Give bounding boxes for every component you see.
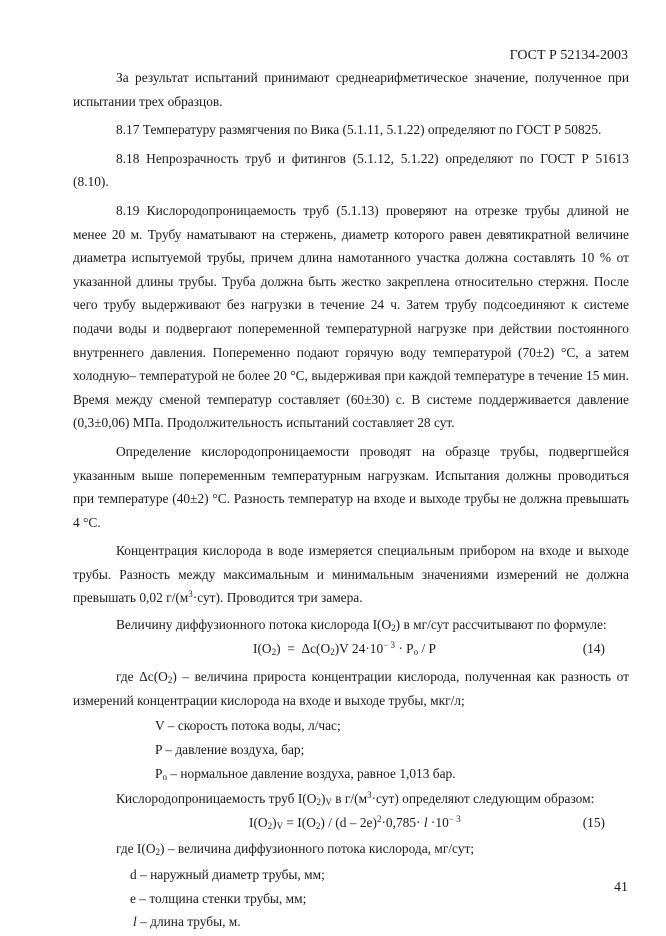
where-clause-2: где $I(O_2)$ – величина диффузионного потока кислорода, мг/сут; [116, 841, 475, 858]
paragraph-determination: Определение кислородопроницаемости проводят на образце трубы, подвергшейся указанным выше попеременным температурным нагрузкам. Испытания должны проводиться при температуре (40±2) °С. Разность температур на входе и выходе трубы не должна превышать 4 °С. [73, 443, 629, 530]
paragraph-result: За результат испытаний принимают среднеарифметическое значение, полученное при испытании трех образцов. [73, 70, 629, 109]
definition-p0: $P_o$ – нормальное давление воздуха, равное 1,013 бар. [155, 765, 456, 782]
where-clause-1: где $\Delta c(O_2)$ – величина прироста концентрации кислорода, полученная как разность от измерений концентрации кислорода на входе и выходе трубы, мкг/л; [73, 669, 629, 708]
document-body [73, 66, 629, 934]
paragraph-concentration: Концентрация кислорода в воде измеряется специальным прибором на входе и выходе трубы. Разность между максимальным и минимальным значениями измерений не должна превышать 0,02 $г/(м^3\cdot сут)$. Проводится три замера. [73, 543, 629, 606]
definitions-1 [73, 714, 629, 785]
standard-code: ГОСТ Р 52134-2003 [509, 48, 628, 63]
formula-14 [73, 637, 629, 661]
formula-15-number: (15) [582, 814, 605, 830]
page-number: 41 [614, 880, 628, 896]
page-header [510, 44, 628, 68]
paragraph-8-17: 8.17 Температуру размягчения по Вика (5.1.11, 5.1.22) определяют по ГОСТ Р 50825. [116, 122, 602, 138]
definition-l: l – длина трубы, м. [133, 914, 241, 930]
paragraph-8-18: 8.18 Непрозрачность труб и фитингов (5.1.12, 5.1.22) определяют по ГОСТ Р 51613 (8.10). [73, 150, 629, 190]
paragraph-diffusion-flow: Величину диффузионного потока кислорода $I(O_2)$ в мг/сут рассчитывают по формуле: [116, 617, 607, 634]
definition-p: P – давление воздуха, бар; [155, 742, 305, 758]
definition-v: V – скорость потока воды, л/час; [155, 718, 341, 734]
paragraph-8-19: 8.19 Кислородопроницаемость труб (5.1.13) проверяют на отрезке трубы длиной не менее 20 м. Трубу наматывают на стержень, диаметр которого равен девятикратной величине диаметра испытуемой трубы, причем длина намотанного участка должна составлять 10 % от указанной длины трубы. Труба должна быть жестко закреплена относительно стержня. После чего трубу выдерживают без нагрузки в течение 24 ч. Затем трубу подсоединяют к системе подачи воды и подвергают попеременной температурной нагрузке при действии постоянного внутреннего давления. Попеременно подают горячую воду температурой (70±2) °С, а затем холодную– температурой не более 20 °С, выдерживая при каждой температуре в течение 15 мин. Время между сменой температур составляет (60±30) с. В системе поддерживается давление (0,3±0,06) МПа. Продолжительность испытаний составляет 28 сут. [73, 202, 629, 431]
formula-14-expression: $I(O_2) = \Delta c(O_2)V$ $24\cdot 10^{- 3} \cdot P_o / P$ [253, 639, 436, 657]
formula-15 [73, 811, 629, 835]
paragraph-permeability: Кислородопроницаемость труб $I(O_2)_V$ в $г/(м^3\cdot сут)$ определяют следующим образом: [116, 790, 595, 808]
formula-14-number: (14) [582, 640, 605, 656]
definition-d: d – наружный диаметр трубы, мм; [130, 867, 325, 882]
definitions-2 [73, 863, 629, 934]
definition-e: e – толщина стенки трубы, мм; [130, 890, 307, 906]
formula-15-expression: $I(O_2)_V = I(O_2) / (d - 2e)^2\cdot 0,785\cdot l \cdot 10^{- 3}$ [249, 813, 461, 831]
